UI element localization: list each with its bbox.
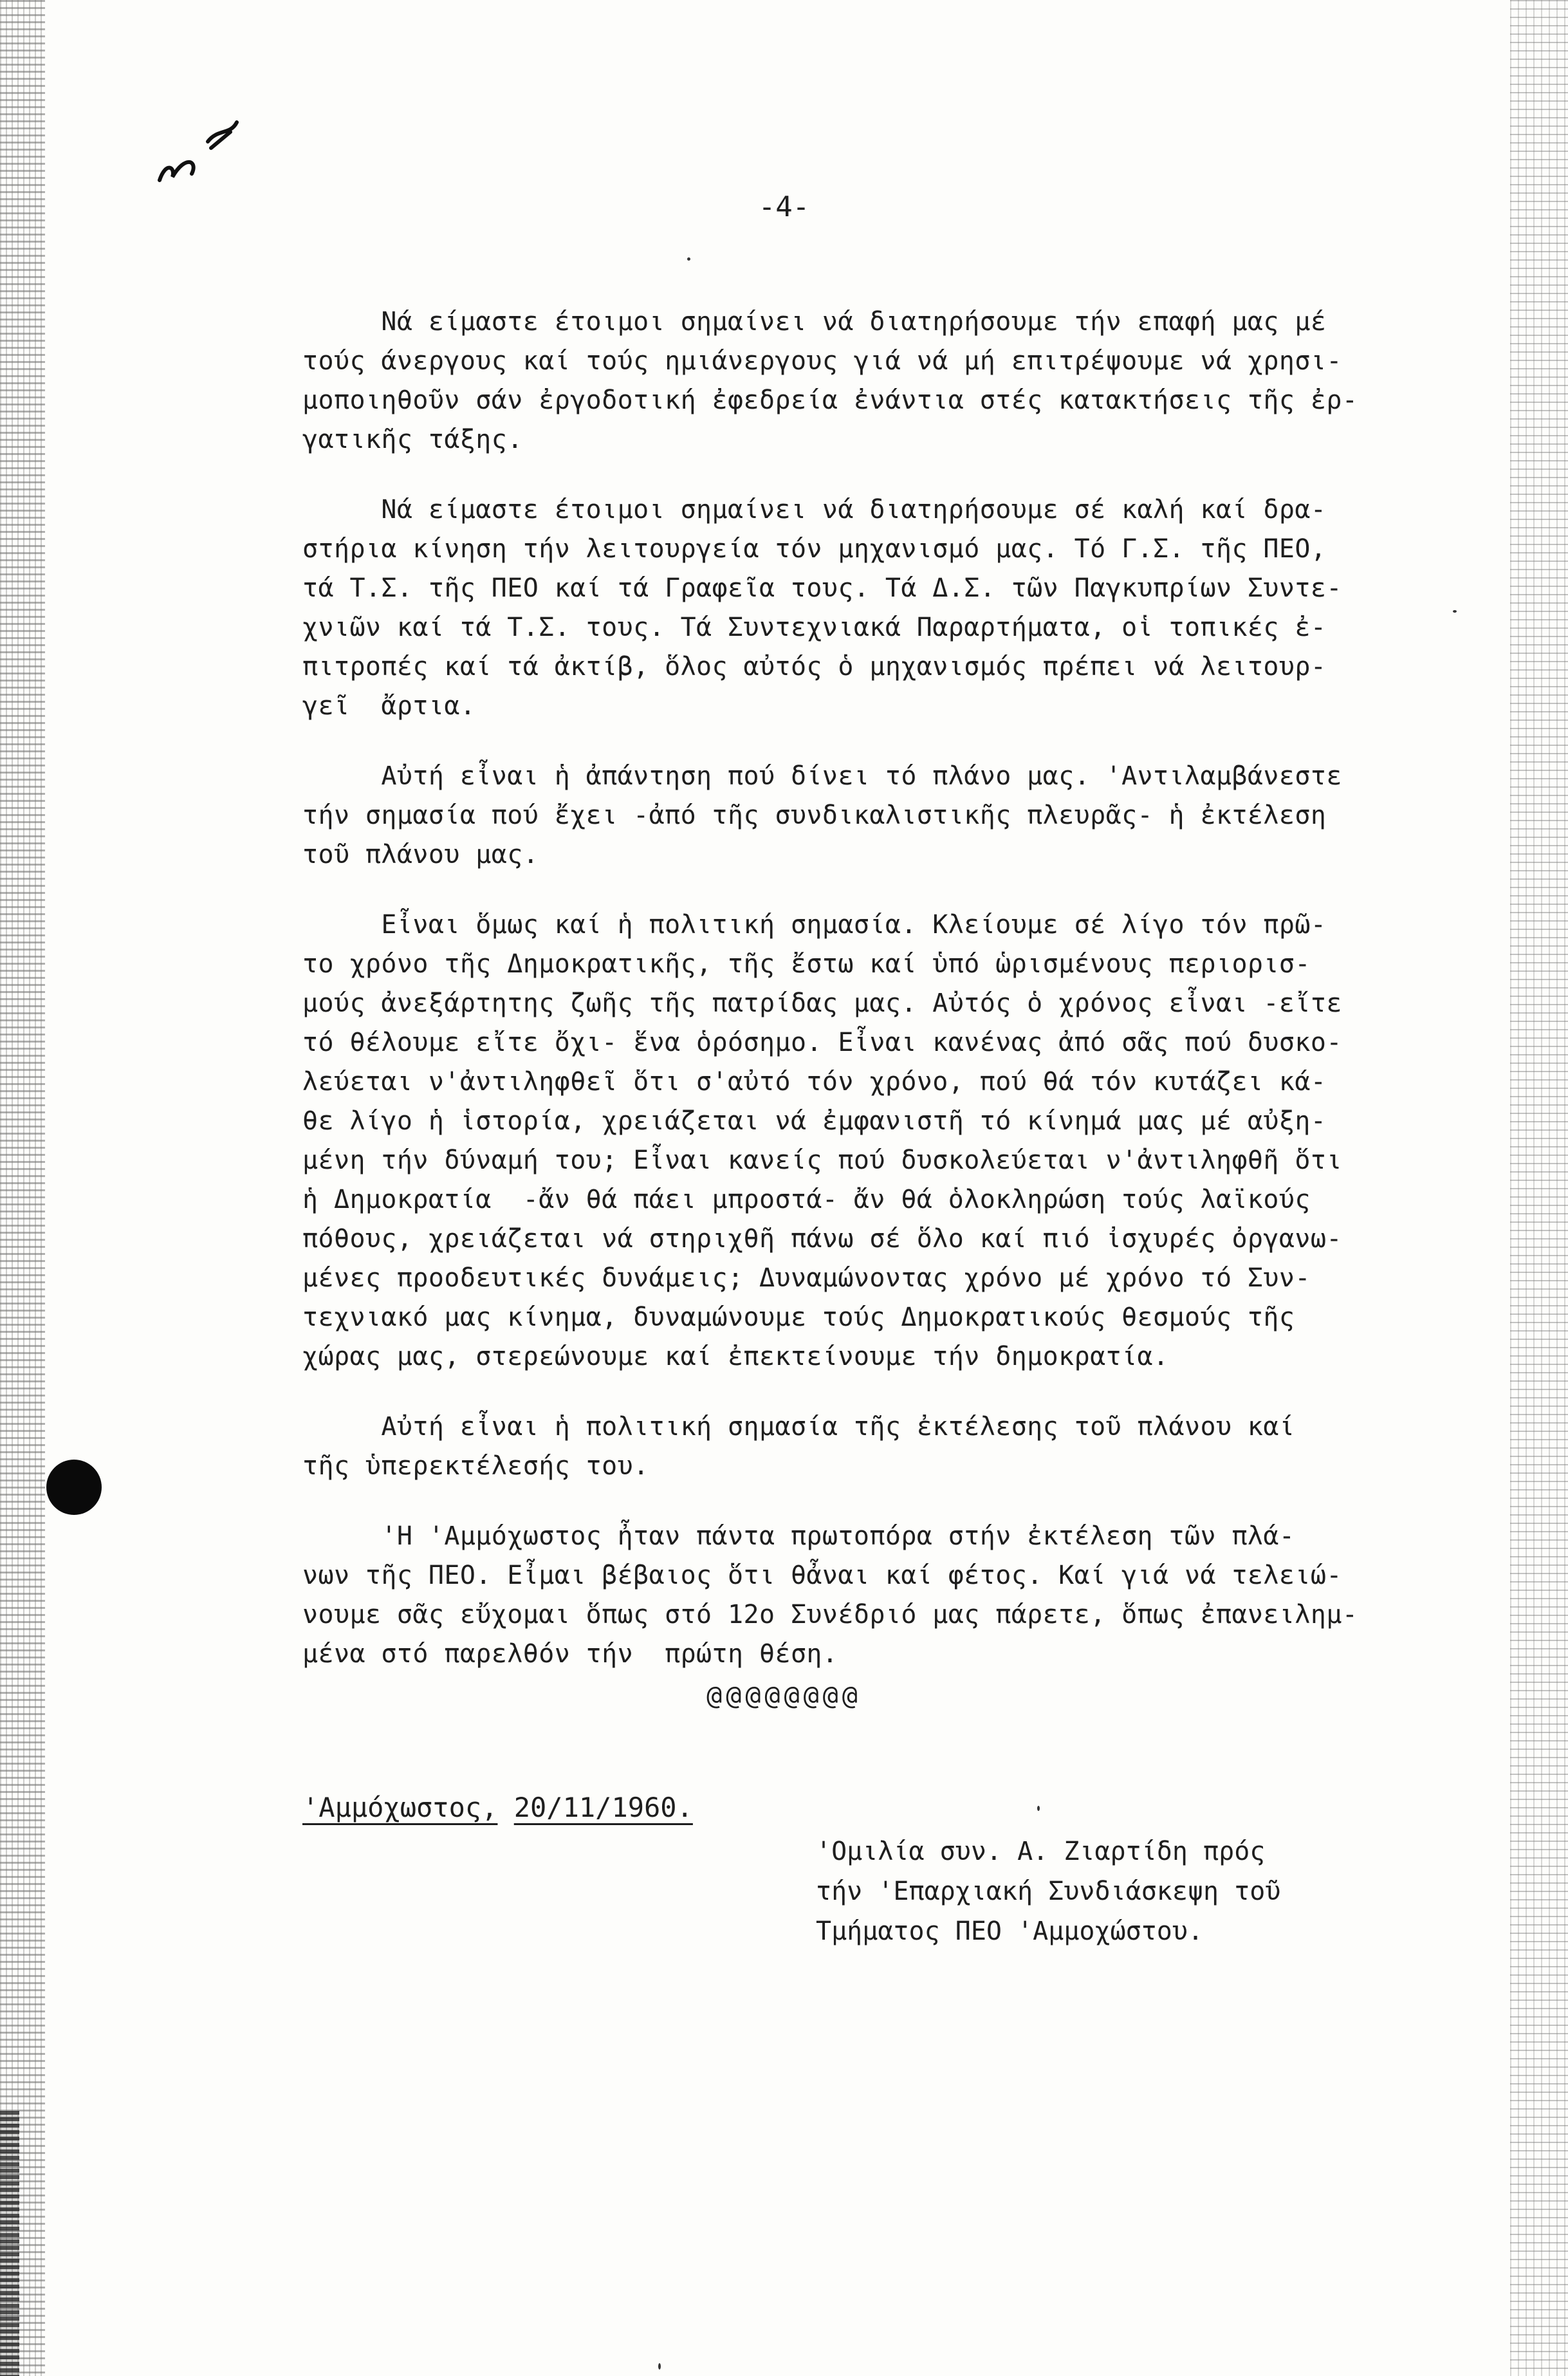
text-line: θε λίγο ἡ ἱστορία, χρειάζεται νά ἐμφανιστῆ τό κίνημά μας μέ αὐξη- [302,1106,1327,1136]
paragraph [302,757,1454,875]
paragraph [302,302,1454,459]
text-line: πιτροπές καί τά ἀκτίβ, ὅλος αὐτός ὁ μηχανισμός πρέπει νά λειτουρ- [302,652,1327,682]
text-line: τά Τ.Σ. τῆς ΠΕΟ καί τά Γραφεῖα τους. Τά Δ.Σ. τῶν Παγκυπρίων Συντε- [302,573,1342,603]
text-line: νουμε σᾶς εὔχομαι ὅπως στό 12ο Συνέδριό μας πάρετε, ὅπως ἐπανειλημ- [302,1600,1358,1629]
text-line: μένα στό παρελθόν τήν πρώτη θέση. [302,1639,838,1669]
letter-body [302,302,1454,1705]
speck [687,257,690,261]
paragraph [302,1407,1454,1486]
paragraph [302,905,1454,1377]
text-line: στήρια κίνηση τήν λειτουργεία τόν μηχανισμό μας. Τό Γ.Σ. τῆς ΠΕΟ, [302,534,1327,564]
text-line: ἡ Δημοκρατία -ἄν θά πάει μπροστά- ἄν θά ὁλοκληρώση τούς λαϊκούς [302,1185,1311,1214]
date: 20/11/1960. [513,1792,693,1823]
attribution-line: τήν 'Επαρχιακή Συνδιάσκεψη τοῦ [816,1877,1281,1906]
text-line: τούς άνεργους καί τούς ημιάνεργους γιά νά μή επιτρέψουμε νά χρησι- [302,346,1342,376]
text-line: το χρόνο τῆς Δημοκρατικῆς, τῆς ἔστω καί ὑπό ὡρισμένους περιορισ- [302,949,1311,979]
text-line: 'Η 'Αμμόχωστος ἦταν πάντα πρωτοπόρα στήν ἐκτέλεση τῶν πλά- [302,1521,1295,1551]
text-line: Νά είμαστε έτοιμοι σημαίνει νά διατηρήσουμε τήν επαφή μας μέ [302,307,1327,337]
scan-edge-noise-right [1510,0,1568,2376]
text-line: Αὐτή εἶναι ἡ ἀπάντηση πού δίνει τό πλάνο μας. 'Αντιλαμβάνεστε [302,761,1342,791]
text-line: Εἶναι ὅμως καί ἡ πολιτική σημασία. Κλείουμε σέ λίγο τόν πρῶ- [302,910,1327,940]
text-line: χνιῶν καί τά Τ.Σ. τους. Τά Συντεχνιακά Παραρτήματα, οἱ τοπικές ἐ- [302,613,1327,642]
text-line: Αὐτή εἶναι ἡ πολιτική σημασία τῆς ἐκτέλεσης τοῦ πλάνου καί [302,1412,1295,1442]
text-line: Νά είμαστε έτοιμοι σημαίνει νά διατηρήσουμε σέ καλή καί δρα- [302,495,1327,524]
attribution-line: Τμήματος ΠΕΟ 'Αμμοχώστου. [816,1917,1204,1946]
text-line: γεῖ ἄρτια. [302,691,476,721]
text-line: τῆς ὑπερεκτέλεσής του. [302,1451,649,1481]
scan-edge-dark-left [0,2111,19,2376]
text-line: τήν σημασία πού ἔχει -ἀπό τῆς συνδικαλιστικῆς πλευρᾶς- ἡ ἐκτέλεση [302,801,1327,830]
text-line: μένες προοδευτικές δυνάμεις; Δυναμώνοντας χρόνο μέ χρόνο τό Συν- [302,1263,1311,1293]
text-line: μοποιηθοῦν σάν ἐργοδοτική ἐφεδρεία ἐνάντια στές κατακτήσεις τῆς ἐρ- [302,385,1358,415]
punch-hole-icon [46,1460,102,1515]
place-date [302,1792,693,1823]
speech-attribution [816,1832,1280,1951]
text-line: πόθους, χρειάζεται νά στηριχθῆ πάνω σέ ὅλο καί πιό ἰσχυρές ὀργανω- [302,1224,1342,1254]
text-line: νων τῆς ΠΕΟ. Εἶμαι βέβαιος ὅτι θἆναι καί φέτος. Καί γιά νά τελειώ- [302,1561,1342,1590]
speck [1037,1806,1040,1811]
text-line: τοῦ πλάνου μας. [302,840,539,869]
text-line: γατικῆς τάξης. [302,425,523,454]
paragraph [302,1517,1454,1674]
text-line: χώρας μας, στερεώνουμε καί ἐπεκτείνουμε τήν δημοκρατία. [302,1342,1169,1371]
text-line: λεύεται ν'ἀντιληφθεῖ ὅτι σ'αὐτό τόν χρόνο, πού θά τόν κυτάζει κά- [302,1067,1327,1097]
text-line: τό θέλουμε εἴτε ὄχι- ἕνα ὁρόσημο. Εἶναι κανένας ἀπό σᾶς πού δυσκο- [302,1028,1342,1057]
attribution-line: 'Ομιλία συν. Α. Ζιαρτίδη πρός [816,1837,1266,1866]
text-line: μένη τήν δύναμή του; Εἶναι κανείς πού δυσκολεύεται ν'ἀντιληφθῆ ὅτι [302,1146,1342,1175]
paragraph [302,490,1454,726]
speck [1453,610,1457,613]
place: 'Αμμόχωστος, [302,1792,498,1823]
speck [658,2363,661,2370]
scan-edge-noise-left [0,0,45,2376]
text-line: μούς ἀνεξάρτητης ζωῆς τῆς πατρίδας μας. Αὐτός ὁ χρόνος εἶναι -εἴτε [302,988,1342,1018]
pen-mark-icon [147,116,250,193]
page-number: -4- [758,190,810,223]
ornament-divider: @@@@@@@@ [706,1681,862,1711]
text-line: τεχνιακό μας κίνημα, δυναμώνουμε τούς Δημοκρατικούς θεσμούς τῆς [302,1303,1295,1332]
